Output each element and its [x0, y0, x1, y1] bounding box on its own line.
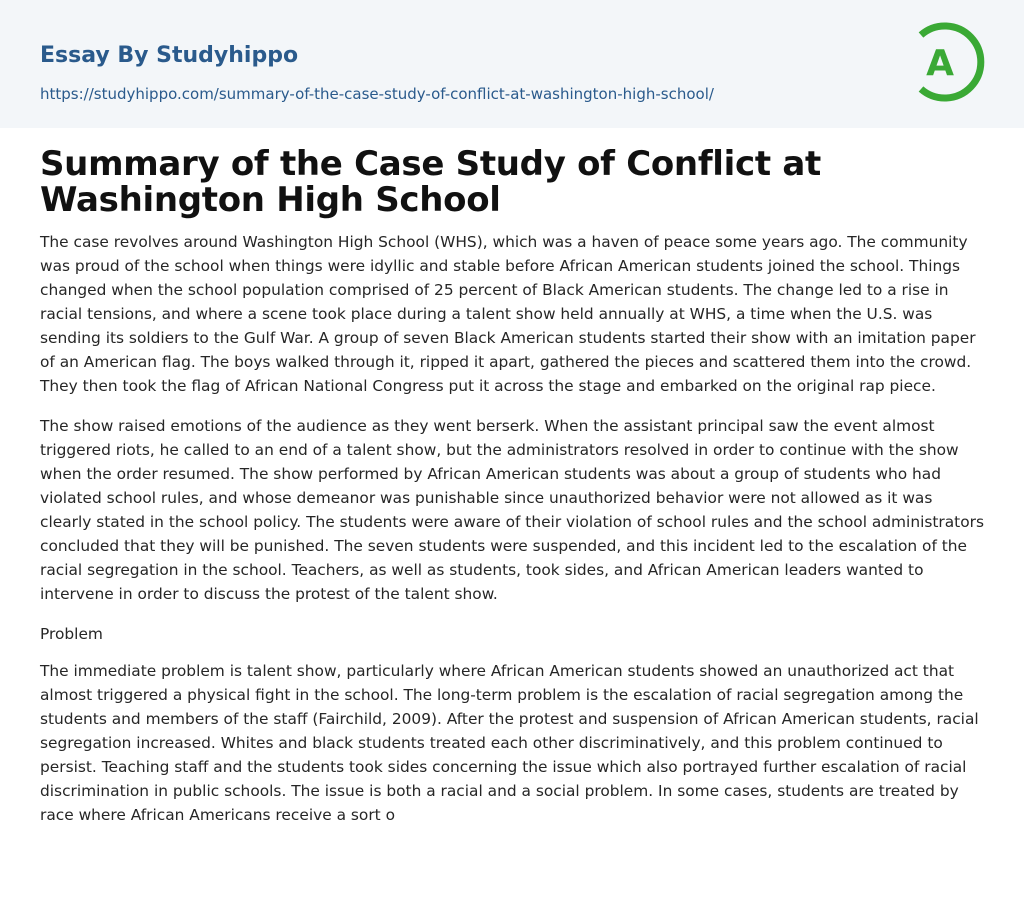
logo-letter: A [926, 43, 954, 84]
section-heading-problem: Problem [40, 625, 103, 643]
studyhippo-logo-icon[interactable] [912, 18, 988, 106]
essay-url-link[interactable]: https://studyhippo.com/summary-of-the-case-study-of-conflict-at-washington-high-school/ [40, 85, 714, 103]
essay-paragraph-1: The case revolves around Washington High School (WHS), which was a haven of peace some years ago. The community was proud of the school when things were idyllic and stable before African American students joined the school. Things changed when the school population comprised of 25 percent of Black American students. The change led to a rise in racial tensions, and where a scene took place during a talent show held annually at WHS, a time when the U.S. was sending its soldiers to the Gulf War. A group of seven Black American students started their show with an imitation paper of an American flag. The boys walked through it, ripped it apart, gathered the pieces and scattered them into the crowd. They then took the flag of African National Congress put it across the stage and embarked on the original rap piece. [40, 233, 976, 395]
essay-content [40, 146, 984, 827]
essay-paragraph-2: The show raised emotions of the audience as they went berserk. When the assistant principal saw the event almost triggered riots, he called to an end of a talent show, but the administrators resolved in order to continue with the show when the order resumed. The show performed by African American students was about a group of students who had violated school rules, and whose demeanor was punishable since unauthorized behavior were not allowed as it was clearly stated in the school policy. The students were aware of their violation of school rules and the school administrators concluded that they will be punished. The seven students were suspended, and this incident led to the escalation of the racial segregation in the school. Teachers, as well as students, took sides, and African American leaders wanted to intervene in order to discuss the protest of the talent show. [40, 417, 984, 603]
essay-paragraph-problem: The immediate problem is talent show, particularly where African American students showed an unauthorized act that almost triggered a physical fight in the school. The long-term problem is the escalation of racial segregation among the students and members of the staff (Fairchild, 2009). After the protest and suspension of African American students, racial segregation increased. Whites and black students treated each other discriminatively, and this problem continued to persist. Teaching staff and the students took sides concerning the issue which also portrayed further escalation of racial discrimination in public schools. The issue is both a racial and a social problem. In some cases, students are treated by race where African Americans receive a sort o [40, 662, 979, 824]
site-header [0, 0, 1024, 128]
essay-title: Summary of the Case Study of Conflict at Washington High School [40, 144, 821, 220]
brand-title[interactable]: Essay By Studyhippo [40, 43, 299, 68]
